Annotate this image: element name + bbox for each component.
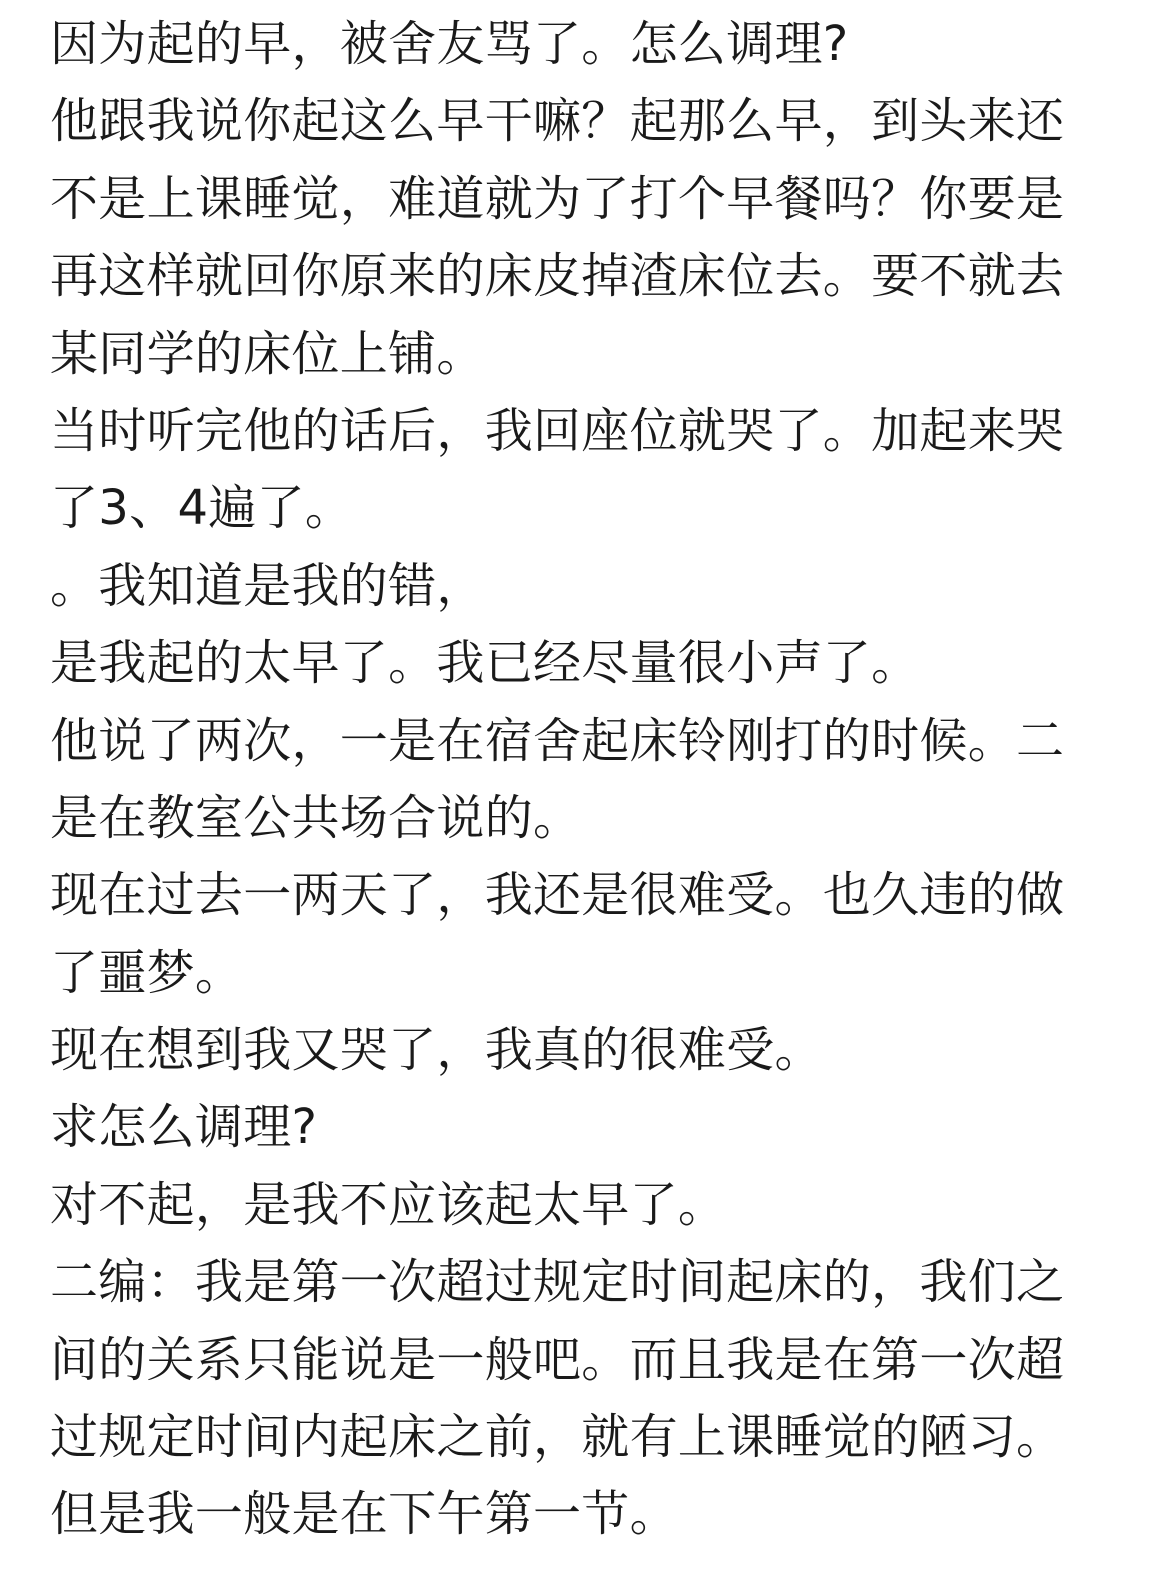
text-line: 他说了两次，一是在宿舍起床铃刚打的时候。二 bbox=[50, 712, 1065, 769]
text-line: 某同学的床位上铺。 bbox=[50, 325, 485, 382]
text-line: 求怎么调理? bbox=[50, 1099, 318, 1156]
text-line: 当时听完他的话后，我回座位就哭了。加起来哭 bbox=[50, 402, 1065, 459]
text-line: 是我起的太早了。我已经尽量很小声了。 bbox=[50, 635, 920, 692]
text-line: 了3、4遍了。 bbox=[50, 480, 354, 537]
text-line: 现在过去一两天了，我还是很难受。也久违的做 bbox=[50, 867, 1065, 924]
text-line: 现在想到我又哭了，我真的很难受。 bbox=[50, 1022, 823, 1079]
text-line: 他跟我说你起这么早干嘛？起那么早，到头来还 bbox=[50, 93, 1065, 150]
post-title: 因为起的早，被舍友骂了。怎么调理? bbox=[50, 16, 849, 72]
text-line: 对不起，是我不应该起太早了。 bbox=[50, 1176, 727, 1233]
edit-note-line: 但是我一般是在下午第一节。 bbox=[50, 1486, 678, 1543]
edit-note-line: 二编：我是第一次超过规定时间起床的，我们之 bbox=[50, 1254, 1065, 1311]
text-line: 了噩梦。 bbox=[50, 944, 244, 1001]
edit-note-line: 过规定时间内起床之前，就有上课睡觉的陋习。 bbox=[50, 1409, 1065, 1466]
text-line: 再这样就回你原来的床皮掉渣床位去。要不就去 bbox=[50, 248, 1065, 305]
edit-note-line: 间的关系只能说是一般吧。而且我是在第一次超 bbox=[50, 1331, 1065, 1388]
text-line: 是在教室公共场合说的。 bbox=[50, 789, 582, 846]
text-line: 不是上课睡觉，难道就为了打个早餐吗？你要是 bbox=[50, 170, 1065, 227]
text-line: 。我知道是我的错， bbox=[50, 557, 485, 614]
